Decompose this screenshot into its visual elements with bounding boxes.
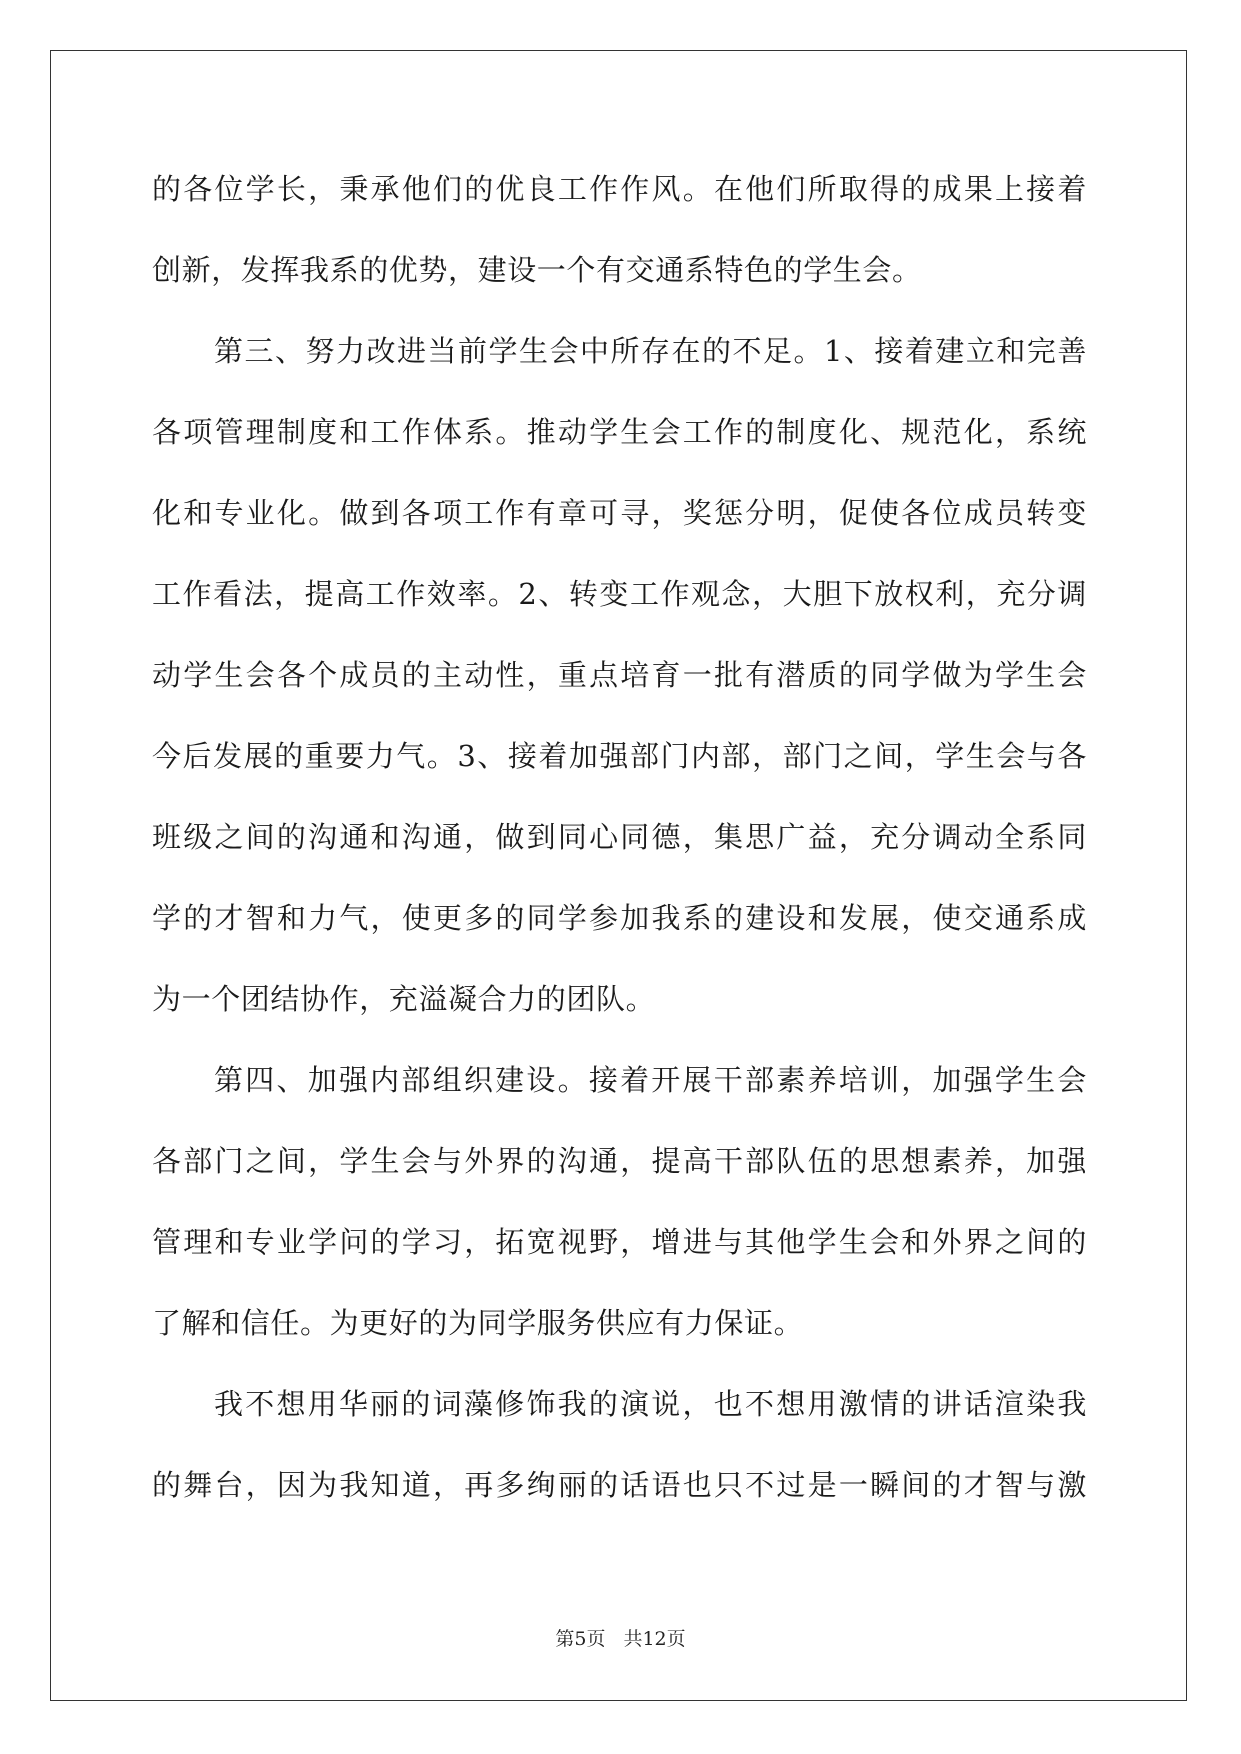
paragraph-first-line: 第四、加强内部组织建设。接着开展干部素养培训，加强学生会 [214, 1063, 1087, 1097]
text-line: 班级之间的沟通和沟通，做到同心同德，集思广益，充分调动全系同 [152, 820, 1087, 854]
text-line: 创新，发挥我系的优势，建设一个有交通系特色的学生会。 [152, 253, 922, 287]
text-line: 化和专业化。做到各项工作有章可寻，奖惩分明，促使各位成员转变 [152, 496, 1087, 530]
text-line: 学的才智和力气，使更多的同学参加我系的建设和发展，使交通系成 [152, 901, 1087, 935]
text-line: 了解和信任。为更好的为同学服务供应有力保证。 [152, 1306, 804, 1340]
document-body [152, 160, 1087, 1537]
page-footer [0, 1624, 1241, 1651]
text-line: 动学生会各个成员的主动性，重点培育一批有潜质的同学做为学生会 [152, 658, 1087, 692]
text-line: 为一个团结协作，充溢凝合力的团队。 [152, 982, 656, 1016]
text-line: 工作看法，提高工作效率。2、转变工作观念，大胆下放权利，充分调 [152, 577, 1087, 611]
paragraph-first-line: 第三、努力改进当前学生会中所存在的不足。1、接着建立和完善 [214, 334, 1087, 368]
text-line: 各部门之间，学生会与外界的沟通，提高干部队伍的思想素养，加强 [152, 1144, 1087, 1178]
text-line: 各项管理制度和工作体系。推动学生会工作的制度化、规范化，系统 [152, 415, 1087, 449]
text-line: 今后发展的重要力气。3、接着加强部门内部，部门之间，学生会与各 [152, 739, 1087, 773]
text-line: 的各位学长，秉承他们的优良工作作风。在他们所取得的成果上接着 [152, 172, 1087, 206]
paragraph-first-line: 我不想用华丽的词藻修饰我的演说，也不想用激情的讲话渲染我 [214, 1387, 1087, 1421]
text-line: 的舞台，因为我知道，再多绚丽的话语也只不过是一瞬间的才智与激 [152, 1468, 1087, 1502]
page-number: 第5页 [555, 1628, 606, 1650]
text-line: 管理和专业学问的学习，拓宽视野，增进与其他学生会和外界之间的 [152, 1225, 1087, 1259]
page-total: 共12页 [623, 1628, 686, 1650]
